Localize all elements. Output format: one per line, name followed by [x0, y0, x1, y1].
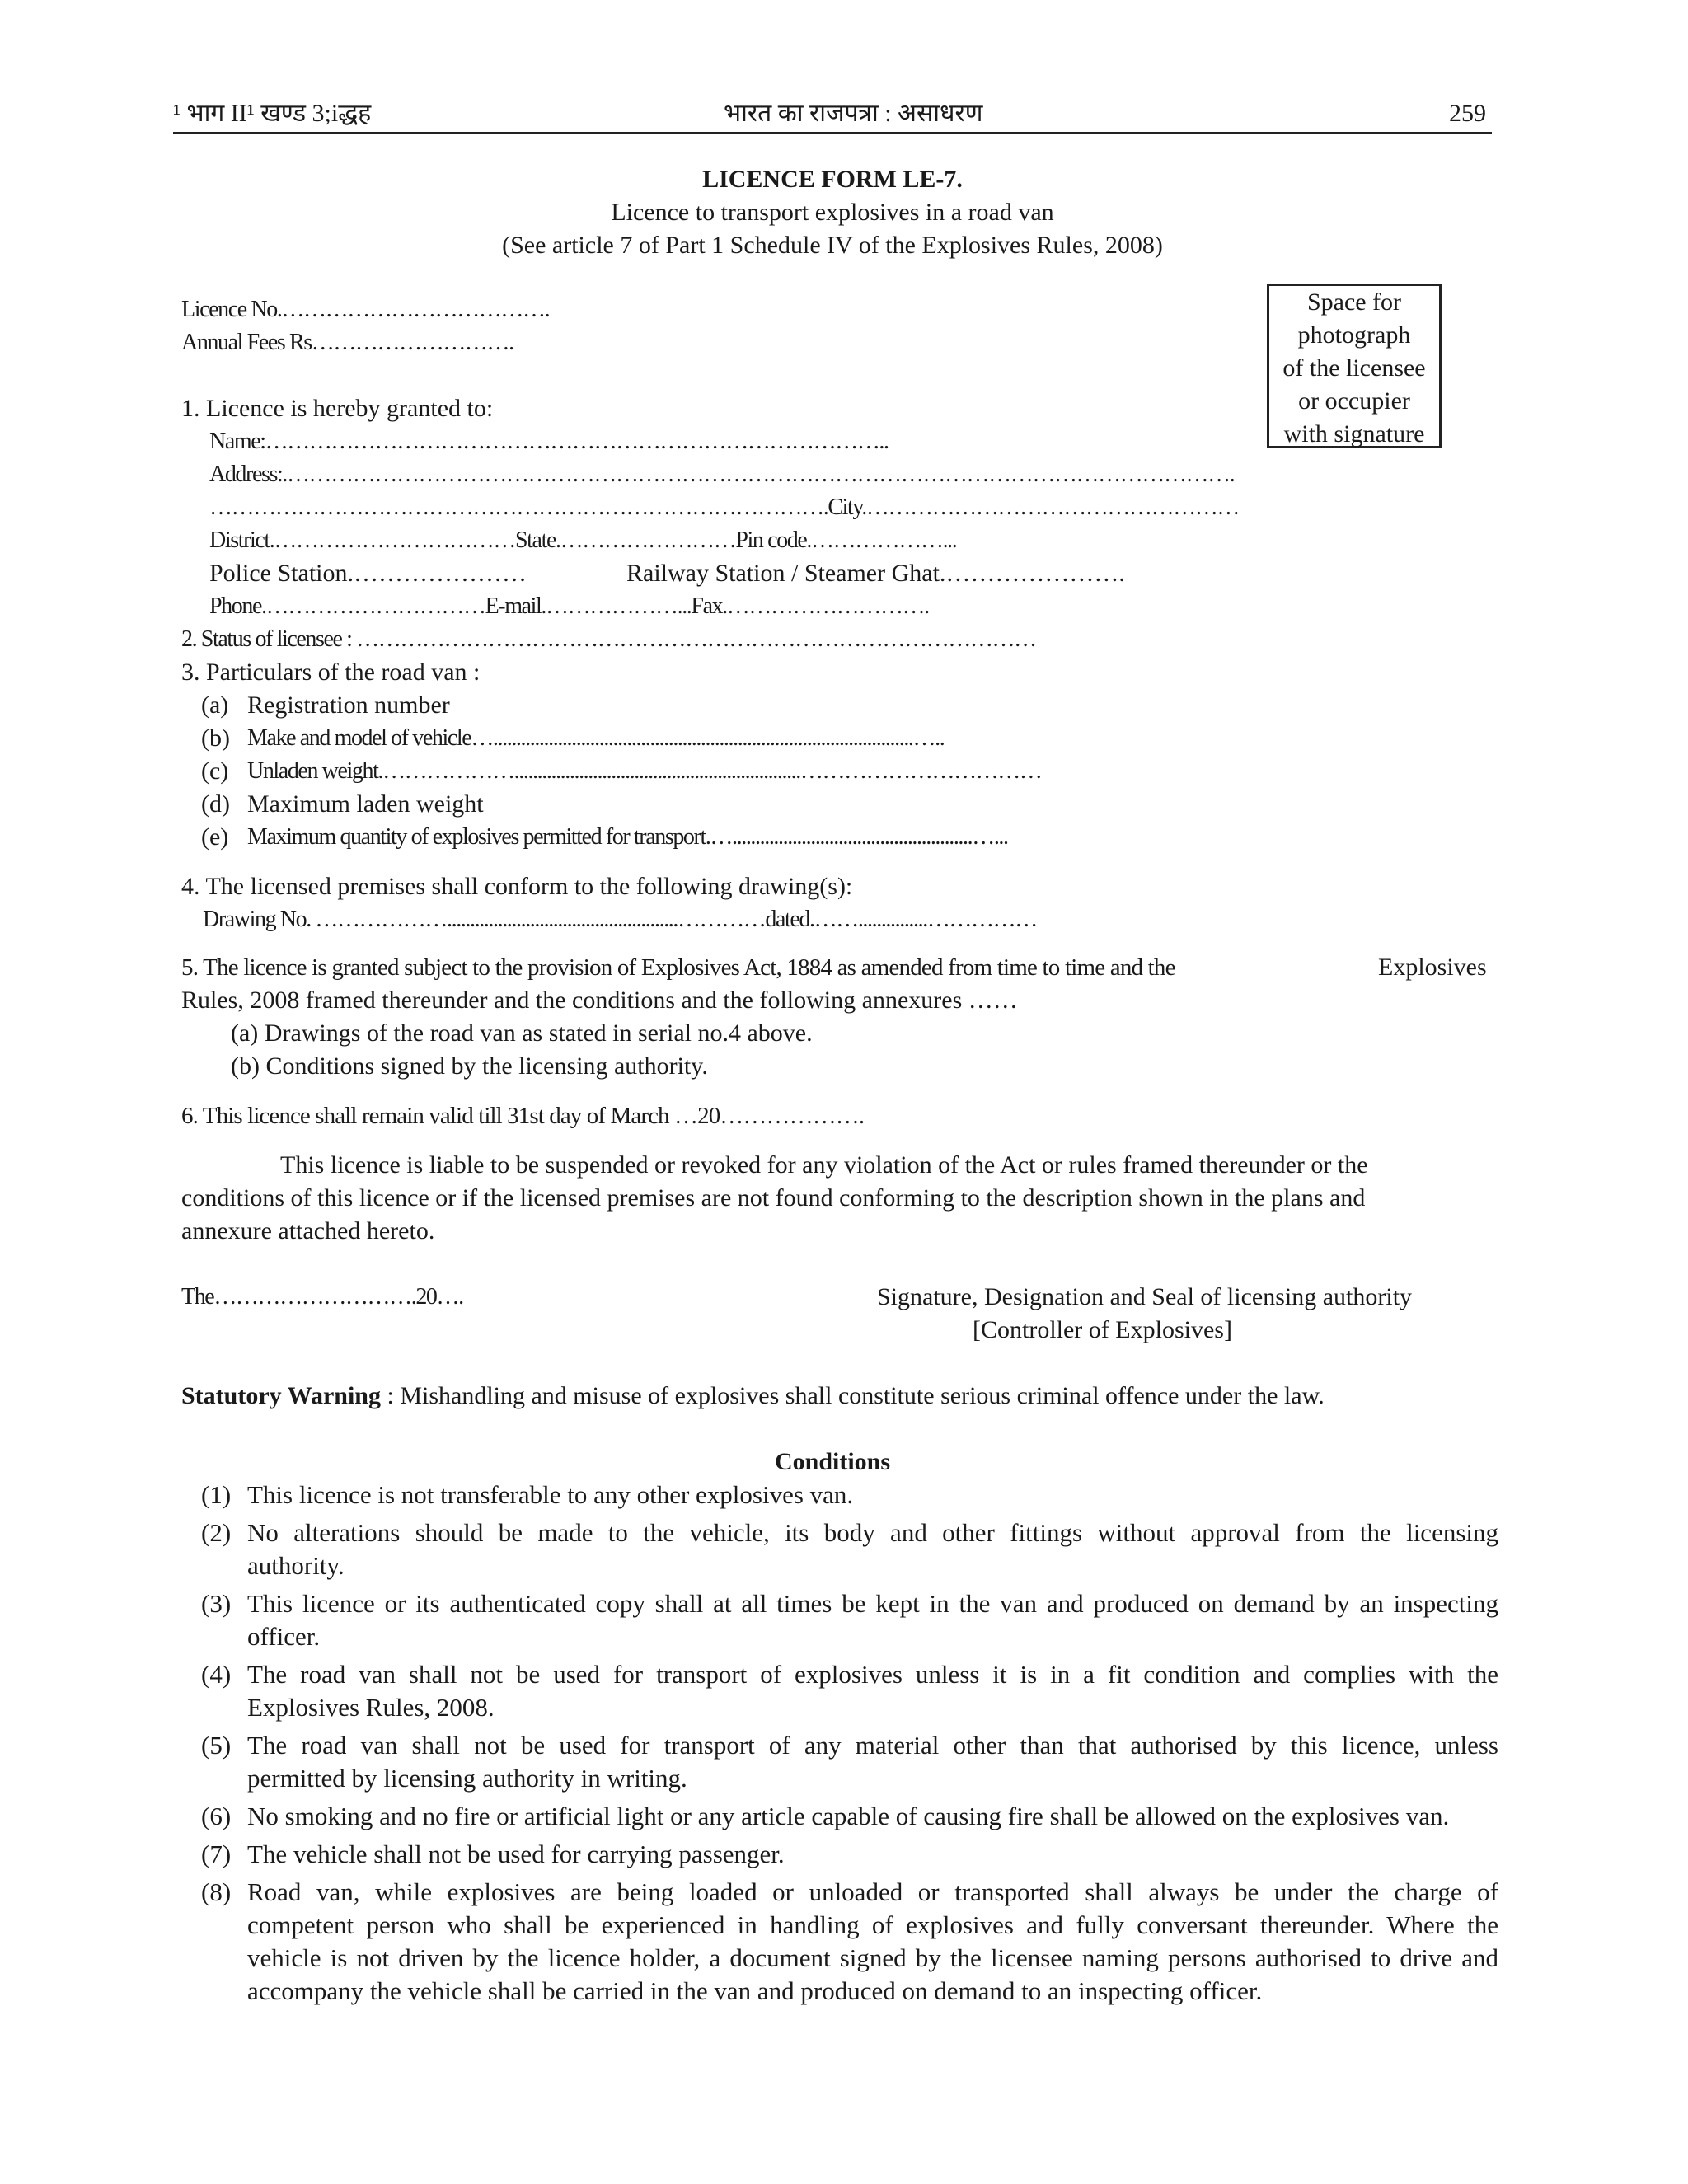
van-particular-text: Make and model of vehicle…...........................................................................................…..	[247, 725, 945, 751]
condition-line: No alterations should be made to the vehicle, its body and other fittings without approval from the licensing	[247, 1518, 1498, 1547]
condition-line: The vehicle shall not be used for carrying passenger.	[247, 1840, 785, 1868]
van-particular-label: (c)	[201, 757, 229, 785]
status-of-licensee-field: 2. Status of licensee : …………………………………………………………………………………	[181, 626, 1036, 652]
condition-line: competent person who shall be experienced in handling of explosives and fully conversant thereunder. Where the	[247, 1910, 1498, 1939]
condition-line: accompany the vehicle shall be carried in the van and produced on demand to an inspecting officer.	[247, 1976, 1263, 2005]
item-3-heading: 3. Particulars of the road van :	[181, 658, 481, 686]
header-left: ¹ भाग II¹ खण्ड 3;iद्धह	[173, 100, 372, 127]
statutory-warning-text: : Mishandling and misuse of explosives shall constitute serious criminal offence under the law.	[380, 1382, 1325, 1409]
condition-line: officer.	[247, 1622, 321, 1651]
photo-box-line: Space for	[1306, 288, 1402, 316]
annual-fees-field: Annual Fees Rs……………………….	[181, 330, 513, 355]
condition-number: (6)	[201, 1802, 232, 1830]
header-center: भारत का राजपत्रा : असाधरण	[724, 100, 983, 127]
condition-number: (1)	[201, 1480, 232, 1509]
address-city-field: ………………………………………………………………………….City.……………………………………………	[209, 494, 1240, 520]
photo-signature-box	[1267, 284, 1442, 448]
condition-text	[247, 1800, 1498, 1833]
annexure-b: (b) Conditions signed by the licensing authority.	[231, 1052, 708, 1080]
van-particular-text: Maximum quantity of explosives permitted for transport.…....................................................…...	[247, 824, 1008, 850]
statutory-warning-label: Statutory Warning	[181, 1382, 381, 1409]
van-particular-label: (d)	[201, 790, 230, 818]
van-particular-label: (e)	[201, 823, 229, 851]
item-5-line-1-end: Explosives	[1378, 954, 1487, 981]
condition-text	[247, 1729, 1498, 1795]
photo-box-line: with signature	[1283, 420, 1425, 448]
drawing-no-field: Drawing No. ………………..................................................…………dated.……...............……………	[203, 907, 1037, 932]
conditions-heading: Conditions	[774, 1448, 891, 1475]
address-field: Address:.………………………………………………………………………………………………………………….	[209, 462, 1235, 487]
condition-line: No smoking and no fire or artificial light or any article capable of causing fire shall be allowed on the explosives van.	[247, 1802, 1450, 1830]
van-particular-label: (a)	[201, 691, 229, 719]
condition-number: (4)	[201, 1660, 232, 1689]
condition-text	[247, 1587, 1498, 1653]
district-state-pin-field: District.……………………………State.……………………Pin code.………………...	[209, 527, 957, 553]
annexure-a: (a) Drawings of the road van as stated in serial no.4 above.	[231, 1019, 813, 1047]
form-title: LICENCE FORM LE-7.	[702, 166, 963, 193]
condition-line: This licence is not transferable to any other explosives van.	[247, 1480, 854, 1509]
header-rule	[173, 132, 1492, 134]
condition-text	[247, 1876, 1498, 2008]
condition-line: The road van shall not be used for transport of any material other than that authorised by this licence, unless	[247, 1731, 1498, 1760]
condition-line: vehicle is not driven by the licence holder, a document signed by the licensee naming persons authorised to drive and	[247, 1943, 1498, 1972]
van-particular-label: (b)	[201, 724, 230, 752]
condition-line: This licence or its authenticated copy shall at all times be kept in the van and produced on demand by an inspecting	[247, 1589, 1498, 1618]
condition-number: (3)	[201, 1589, 232, 1618]
name-field: Name:…………………………………………………………………………..	[209, 429, 889, 454]
condition-text	[247, 1479, 1498, 1511]
condition-line: permitted by licensing authority in writing.	[247, 1764, 687, 1793]
condition-number: (8)	[201, 1877, 232, 1906]
police-station-field: Police Station.…………………	[209, 560, 527, 587]
photo-box-line: or occupier	[1298, 387, 1410, 415]
condition-line: Explosives Rules, 2008.	[247, 1693, 495, 1722]
licence-no-field: Licence No.……………………………….	[181, 297, 550, 322]
liability-paragraph-line: annexure attached hereto.	[181, 1217, 435, 1244]
page-number: 259	[1449, 100, 1486, 127]
railway-station-field: Railway Station / Steamer Ghat.………………….	[626, 560, 1125, 587]
item-4-heading: 4. The licensed premises shall conform to the following drawing(s):	[181, 873, 853, 900]
form-subtitle: Licence to transport explosives in a road van	[611, 199, 1054, 226]
condition-text	[247, 1516, 1498, 1582]
signature-label: Signature, Designation and Seal of licensing authority	[877, 1283, 1413, 1310]
item-5-line-1: 5. The licence is granted subject to the provision of Explosives Act, 1884 as amended from time to time and the	[181, 954, 1175, 981]
liability-paragraph-line: conditions of this licence or if the licensed premises are not found conforming to the description shown in the plans and	[181, 1184, 1366, 1212]
condition-line: authority.	[247, 1551, 345, 1580]
condition-line: The road van shall not be used for transport of explosives unless it is in a fit condition and complies with the	[247, 1660, 1498, 1689]
condition-number: (2)	[201, 1518, 232, 1547]
item-5-line-2: Rules, 2008 framed thereunder and the conditions and the following annexures ……	[181, 987, 1018, 1014]
signature-role: [Controller of Explosives]	[973, 1316, 1232, 1343]
item-6-validity: 6. This licence shall remain valid till 31st day of March …20……………….	[181, 1103, 865, 1129]
form-reference: (See article 7 of Part 1 Schedule IV of the Explosives Rules, 2008)	[502, 232, 1163, 259]
date-field: The……………………….20….	[181, 1284, 463, 1310]
condition-number: (7)	[201, 1840, 232, 1868]
condition-line: Road van, while explosives are being loaded or unloaded or transported shall always be under the charge of	[247, 1877, 1498, 1906]
liability-paragraph-line: This licence is liable to be suspended or revoked for any violation of the Act or rules framed thereunder or the	[280, 1151, 1368, 1179]
statutory-warning	[181, 1380, 1325, 1413]
van-particular-text: Maximum laden weight	[247, 790, 484, 818]
van-particular-text: Unladen weight.………………..............................................................……………………………	[247, 758, 1042, 784]
photo-box-line: photograph	[1297, 321, 1411, 349]
van-particular-text: Registration number	[247, 691, 450, 719]
item-1-heading: 1. Licence is hereby granted to:	[181, 395, 494, 422]
condition-text	[247, 1838, 1498, 1871]
condition-text	[247, 1658, 1498, 1724]
condition-number: (5)	[201, 1731, 232, 1760]
phone-email-fax-field: Phone.…………………………E-mail.………………...Fax.……………………….	[209, 593, 929, 619]
photo-box-line: of the licensee	[1282, 354, 1426, 382]
